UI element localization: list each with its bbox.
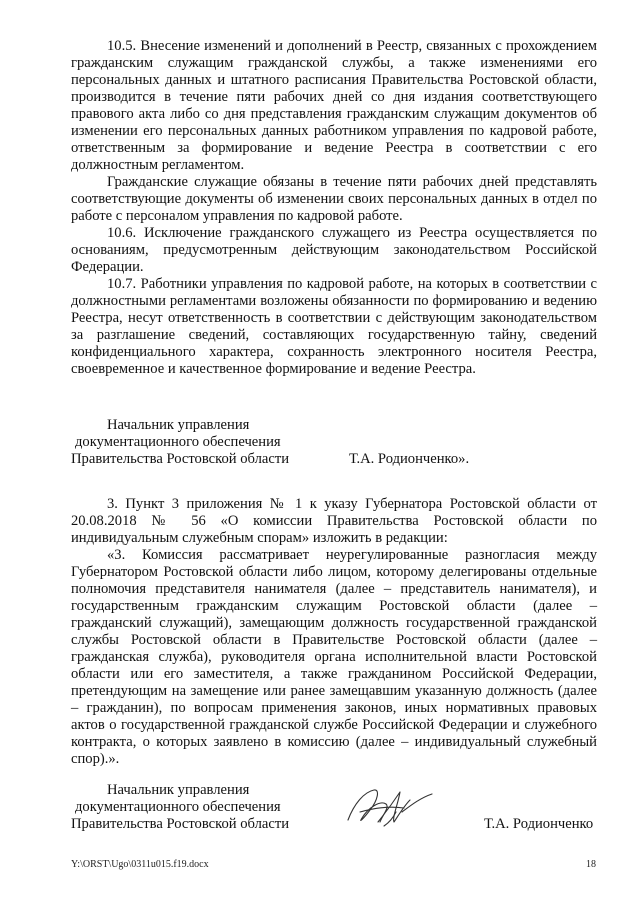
signature-2-name: Т.А. Родионченко — [484, 816, 594, 832]
signature-1-title-line-1: Начальник управления — [107, 417, 250, 433]
section-10-5: 10.5. Внесение изменений и дополнений в Реестр, связанных с прохождением гражданским служащим гражданской службы, а также изменениями его персональных данных и штатного расписания Правительства Ростовской области, производится в течение пяти рабочих дней со дня издания соответствующего правового акта либо со дня представления гражданским служащим документов об изменении его персональных данных работником управления по кадровой работе, ответственным за формирование и ведение Реестра в соответствии с его должностным регламентом. — [71, 38, 597, 173]
footer-page-number: 18 — [586, 859, 596, 870]
handwritten-signature-image — [340, 782, 440, 834]
item-3-text: «3. Комиссия рассматривает неурегулированные разногласия между Губернатором Ростовской области либо лицом, которому делегированы отдельные полномочия представителя нанимателя (далее – представитель нанимателя), и государственным гражданским служащим Ростовской области (далее – гражданский служащий), замещающим должность государственной гражданской службы Ростовской области в Правительстве Ростовской области (далее – гражданская служба), руководителя органа исполнительной власти Ростовской области или его заместителя, а также гражданином Российской Федерации, претендующим на замещение или ранее замещавшим указанную должность (далее – гражданин), по вопросам применения законов, иных нормативных правовых актов о государственной гражданской службе Российской Федерации и служебного контракта, о которых заявлено в комиссию (далее – индивидуальный служебный спор).». — [71, 547, 597, 767]
item-3-intro: 3. Пункт 3 приложения № 1 к указу Губернатора Ростовской области от 20.08.2018 № 56 «О комиссии Правительства Ростовской области по индивидуальным служебным спорам» изложить в редакции: — [71, 496, 597, 546]
signature-2-title-line-1: Начальник управления — [107, 782, 250, 798]
signature-1-title-line-3: Правительства Ростовской области — [71, 451, 290, 467]
signature-2-title-line-2: документационного обеспечения — [75, 799, 281, 815]
signature-2-title-line-3: Правительства Ростовской области — [71, 816, 290, 832]
footer-file-path: Y:\ORST\Ugo\0311u015.f19.docx — [71, 859, 209, 870]
section-10-7: 10.7. Работники управления по кадровой работе, на которых в соответствии с должностными регламентами возложены обязанности по формированию и ведению Реестра, несут ответственность в соответствии с действующим законодательством за разглашение сведений, составляющих государственную тайну, сведений конфиденциального характера, сохранность электронного носителя Реестра, своевременное и качественное формирование и ведение Реестра. — [71, 276, 597, 377]
section-10-5-obligation: Гражданские служащие обязаны в течение пяти рабочих дней представлять соответствующие документы об изменении своих персональных данных в отдел по работе с персоналом управления по кадровой работе. — [71, 174, 597, 224]
section-10-6: 10.6. Исключение гражданского служащего из Реестра осуществляется по основаниям, предусмотренным действующим законодательством Российской Федерации. — [71, 225, 597, 275]
signature-1-name: Т.А. Родионченко». — [349, 451, 470, 467]
signature-1-title-line-2: документационного обеспечения — [75, 434, 281, 450]
